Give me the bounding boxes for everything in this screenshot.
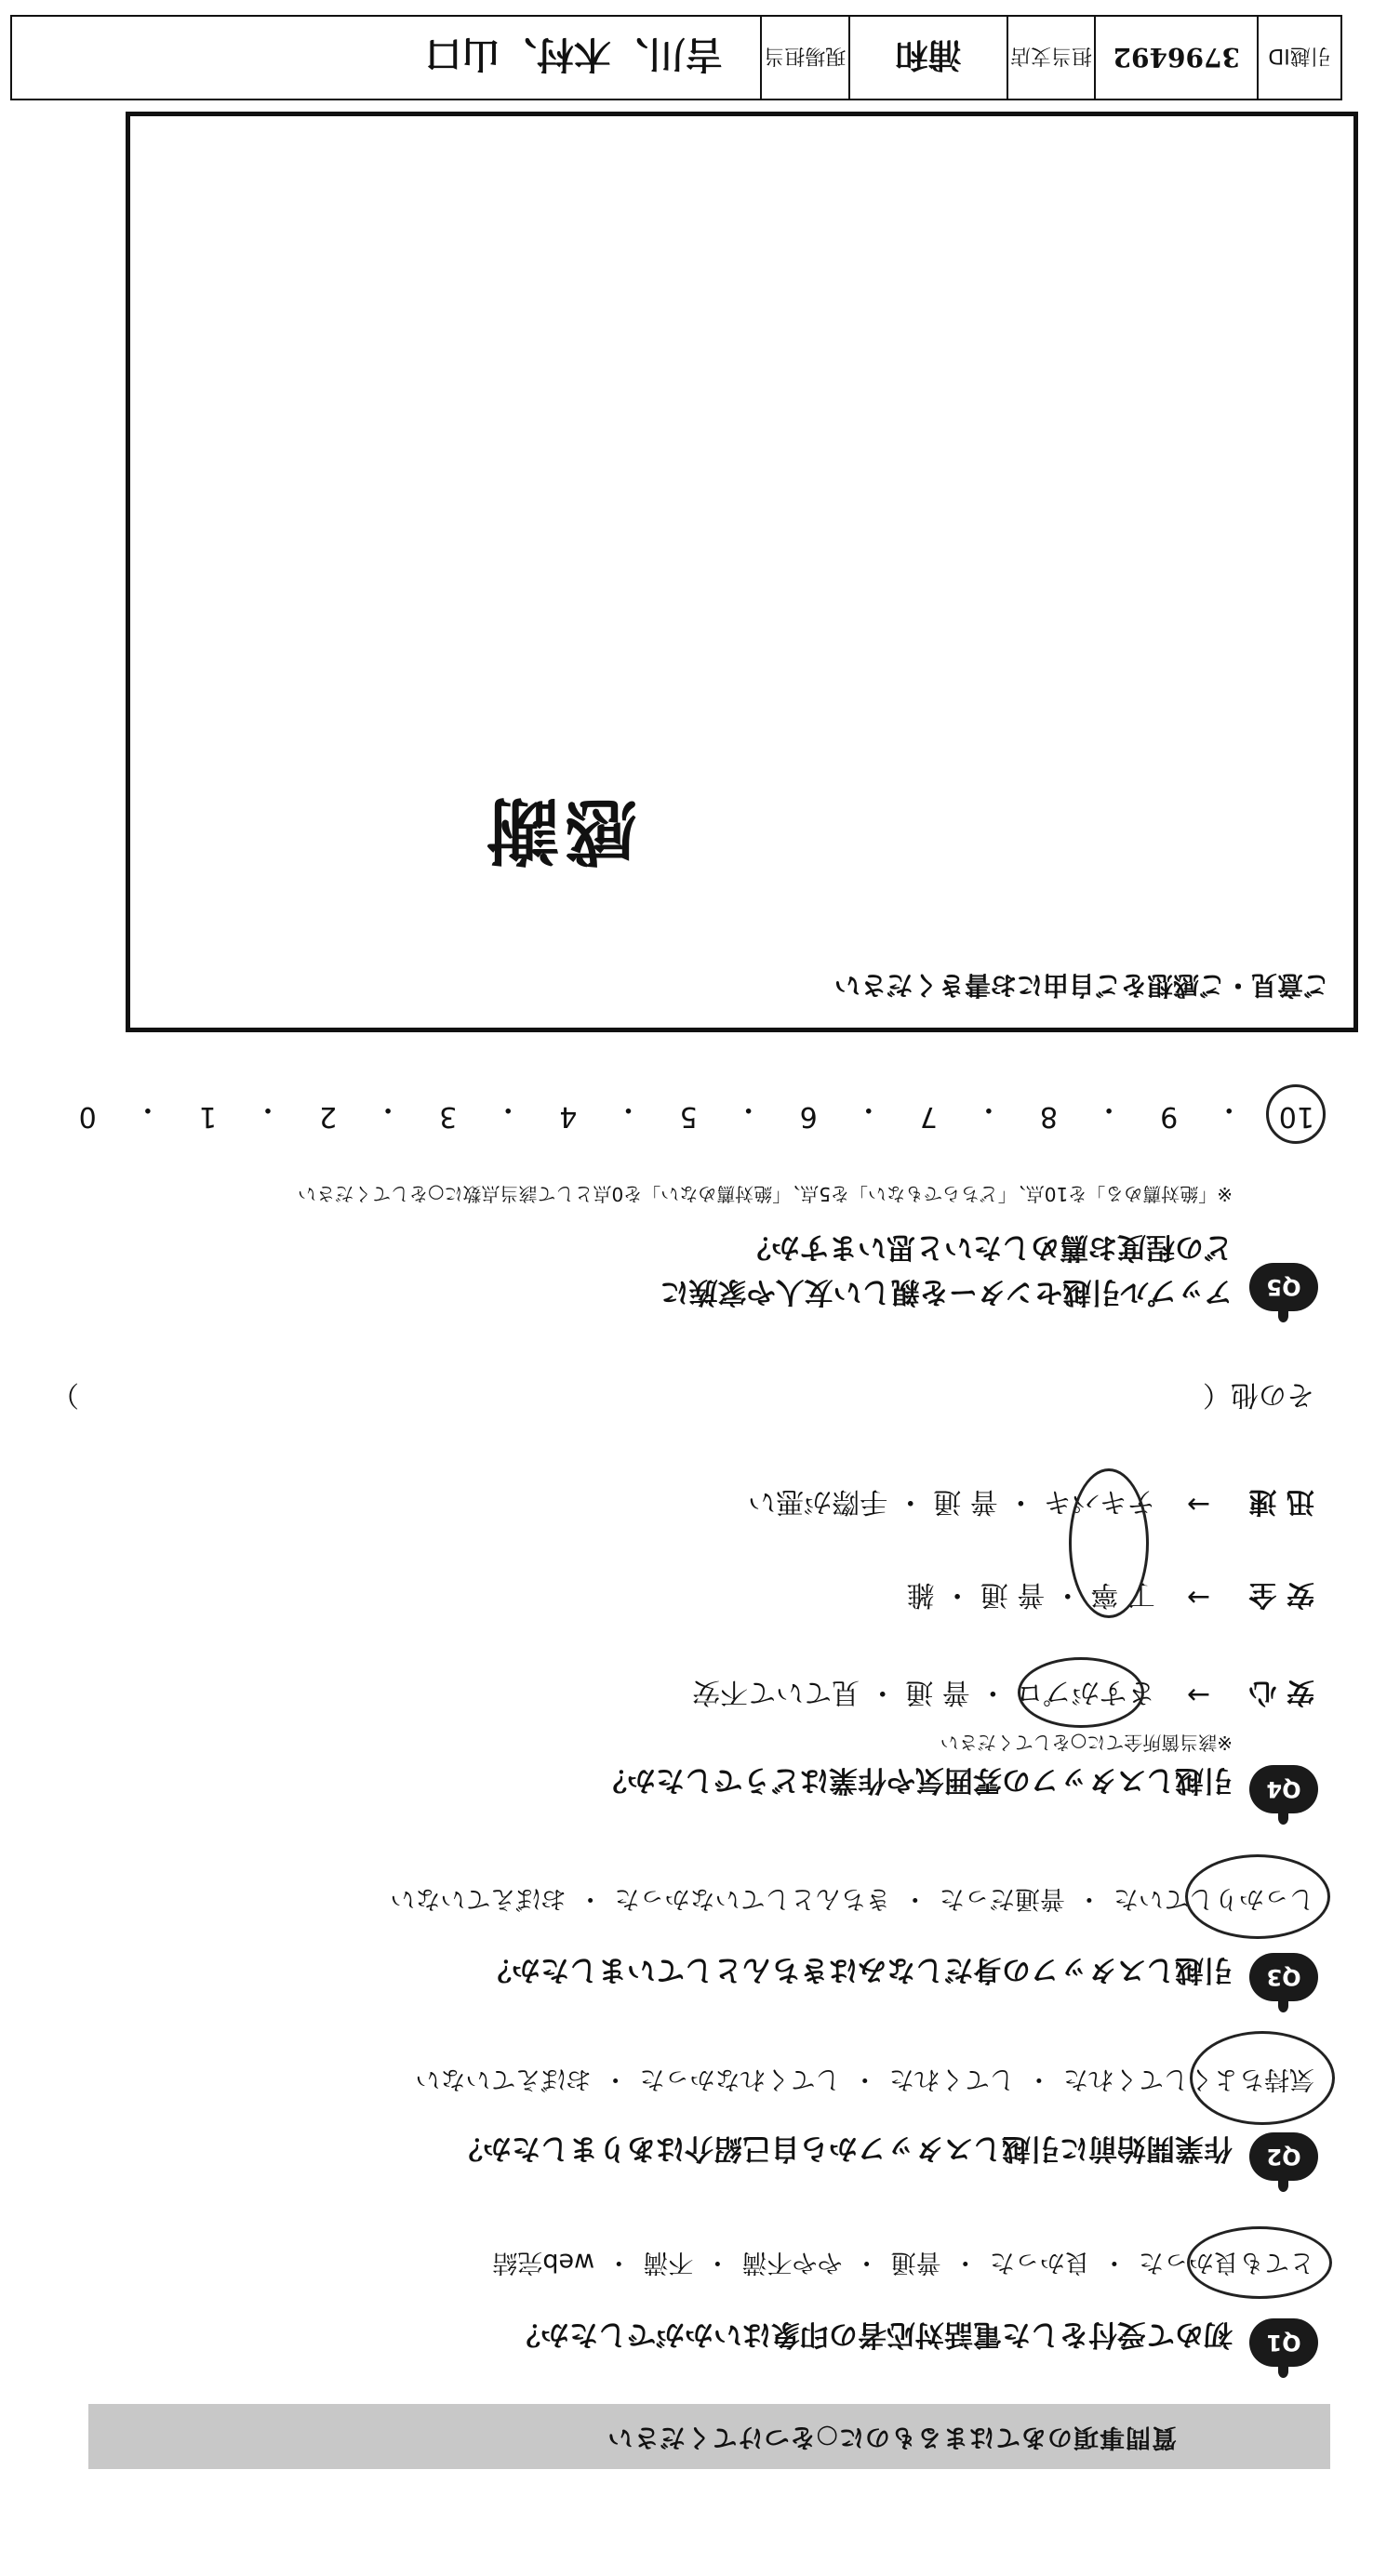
q2-question: 作業開始前に引越しスタッフから自己紹介はありましたか？ xyxy=(454,2131,1233,2165)
comment-handwriting: 感謝 xyxy=(480,788,637,872)
q4-row-reassurance xyxy=(692,1675,1314,1716)
q4-arrow-icon: → xyxy=(1186,1488,1210,1521)
scale-separator: ・ xyxy=(734,1093,763,1125)
score-9: 9 xyxy=(1160,1100,1179,1133)
q4-row-speed xyxy=(748,1484,1314,1525)
scale-separator: ・ xyxy=(494,1093,523,1125)
score-3: 3 xyxy=(439,1100,458,1133)
scale-separator: ・ xyxy=(374,1093,403,1125)
move-id-value: 3796492 xyxy=(1094,17,1257,99)
q3-circle-mark xyxy=(1185,1854,1330,1939)
q4-row-label: 迅 速 xyxy=(1248,1485,1314,1518)
scale-separator: ・ xyxy=(974,1093,1003,1125)
q4-circle-mark xyxy=(1069,1468,1149,1618)
q1-options: とても良かった ・ 良かった ・ 普通 ・ やや不満 ・ 不満 ・ web完結 xyxy=(492,2248,1314,2277)
branch-label: 担当支店 xyxy=(1007,17,1095,99)
q5-badge: Q5 xyxy=(1249,1263,1318,1311)
q3-badge: Q3 xyxy=(1249,1953,1318,2001)
q5-score-scale xyxy=(77,1092,1314,1133)
q4-row-label: 安 全 xyxy=(1248,1578,1314,1611)
q4-other-close: ） xyxy=(51,1378,79,1411)
score-8: 8 xyxy=(1039,1100,1059,1133)
scale-separator: ・ xyxy=(614,1093,643,1125)
score-0: 0 xyxy=(78,1100,97,1133)
q4-circle-mark xyxy=(1018,1657,1144,1728)
scale-separator: ・ xyxy=(1095,1093,1124,1125)
score-1: 1 xyxy=(198,1100,217,1133)
scale-separator: ・ xyxy=(854,1093,883,1125)
instructions-banner xyxy=(88,2404,1330,2469)
q4-row-options: さすがプロ ・ 普 通 ・ 見ていて不安 xyxy=(692,1676,1155,1708)
q4-badge: Q4 xyxy=(1249,1765,1318,1813)
footer-info-table xyxy=(10,15,1342,100)
staff-value: 吉川、木村、山口 xyxy=(424,33,723,77)
q3-options: しっかりしていた ・ 普通だった ・ きちんとしていなかった ・ おぼえていない xyxy=(390,1884,1314,1913)
q1-question: 初めて受付をした電話対応者の印象はいかがでしたか？ xyxy=(512,2317,1233,2351)
branch-value: 浦和 xyxy=(848,17,1007,99)
score-10: 10 xyxy=(1278,1100,1314,1133)
q2-options: 気持ちよくしてくれた ・ してくれた ・ してくれなかった ・ おぼえていない xyxy=(415,2065,1314,2093)
scale-separator: ・ xyxy=(1215,1093,1244,1125)
q2-badge: Q2 xyxy=(1249,2132,1318,2181)
move-id-label: 引越ID xyxy=(1257,17,1340,99)
comment-box xyxy=(126,112,1358,1032)
q4-arrow-icon: → xyxy=(1186,1679,1210,1712)
q4-note: ※該当箇所全てに○をしてください xyxy=(940,1732,1233,1754)
q1-badge: Q1 xyxy=(1249,2318,1318,2367)
q4-question: 引越しスタッフの雰囲気や作業はどうでしたか？ xyxy=(598,1763,1233,1797)
q5-note: ※「絶対薦める」を10点、「どちらでもない」を5点、「絶対薦めない」を0点として該当点数に○をしてください xyxy=(298,1183,1233,1205)
q2-circle-mark xyxy=(1190,2031,1335,2125)
q4-row-label: 安 心 xyxy=(1248,1676,1314,1708)
scale-separator: ・ xyxy=(133,1093,162,1125)
scale-separator: ・ xyxy=(253,1093,282,1125)
q4-arrow-icon: → xyxy=(1186,1581,1210,1614)
q5-question-line1: アップル引越センターを親しい友人や家族に xyxy=(660,1275,1233,1308)
q5-selected-circle xyxy=(1266,1084,1326,1144)
q4-row-options: 丁 寧 ・ 普 通 ・ 雑 xyxy=(906,1578,1155,1611)
score-4: 4 xyxy=(559,1100,578,1133)
q4-row-options: テキパキ ・ 普 通 ・ 手際が悪い xyxy=(748,1485,1155,1518)
comment-label: ご意見・ご感想をご自由にお書きください xyxy=(833,970,1329,1001)
q3-question: 引越しスタッフの身だしなみはきちんとしていましたか？ xyxy=(483,1953,1233,1986)
score-2: 2 xyxy=(319,1100,338,1133)
q1-circle-mark xyxy=(1187,2226,1332,2299)
score-5: 5 xyxy=(679,1100,698,1133)
staff-label: 現場担当 xyxy=(760,17,848,99)
q5-question-line2: どの程度お薦めしたいと思いますか？ xyxy=(742,1230,1233,1264)
score-7: 7 xyxy=(919,1100,938,1133)
banner-text: 質問事項のあてはまるものに○をつけてください xyxy=(607,2423,1177,2451)
q4-other: その他（ xyxy=(1203,1378,1314,1411)
score-6: 6 xyxy=(799,1100,818,1133)
